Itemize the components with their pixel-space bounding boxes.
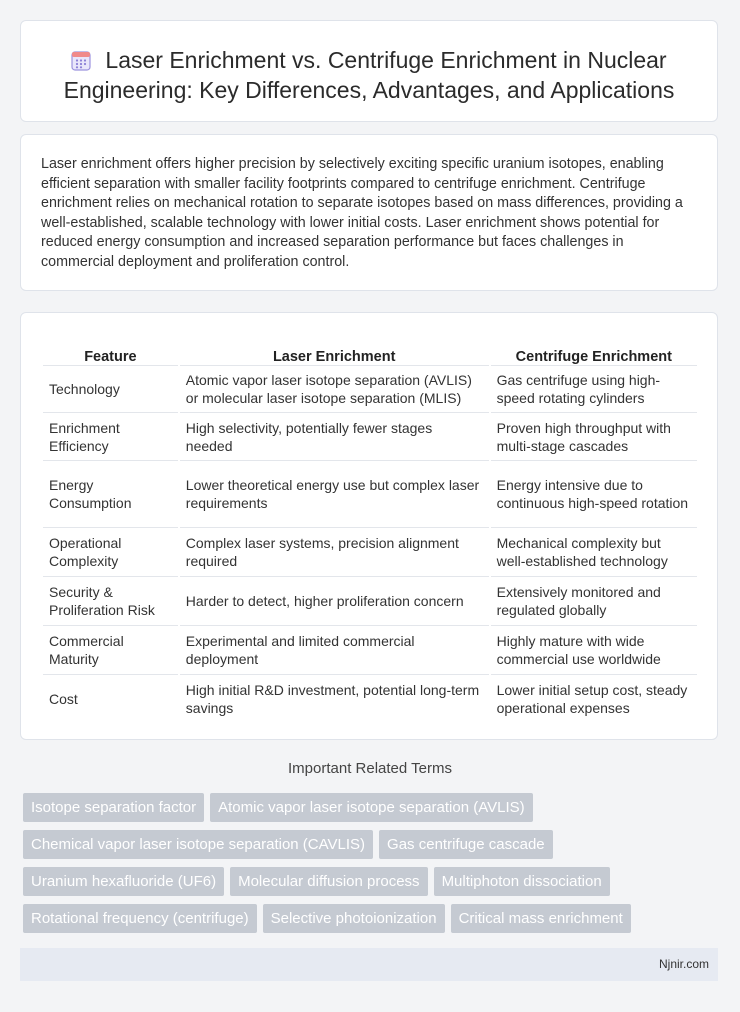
related-terms-title: Important Related Terms bbox=[288, 760, 452, 777]
cell-feature: Enrichment Efficiency bbox=[43, 412, 178, 460]
cell-centrifuge: Mechanical complexity but well-established technology bbox=[491, 527, 697, 576]
related-term-tag[interactable]: Critical mass enrichment bbox=[451, 904, 631, 933]
cell-laser: High initial R&D investment, potential long-term savings bbox=[180, 674, 489, 723]
cell-laser: Experimental and limited commercial deployment bbox=[180, 625, 489, 674]
page-title-text: Laser Enrichment vs. Centrifuge Enrichment in Nuclear Engineering: Key Differences, Advantages, and Applications bbox=[63, 47, 675, 103]
cell-centrifuge: Energy intensive due to continuous high-speed rotation bbox=[491, 460, 697, 527]
cell-feature: Security & Proliferation Risk bbox=[43, 576, 178, 625]
cell-laser: High selectivity, potentially fewer stages needed bbox=[180, 412, 489, 460]
page-title bbox=[51, 45, 687, 105]
summary-text: Laser enrichment offers higher precision by selectively exciting specific uranium isotopes, enabling efficient separation with smaller facility footprints compared to centrifuge enrichment. Centrifuge enrichment relies on mechanical rotation to separate isotopes based on mass differences, providing a well-established, scalable technology with lower initial costs. Laser enrichment shows potential for reduced energy consumption and increased separation performance but faces challenges in commercial deployment and proliferation control. bbox=[41, 156, 683, 270]
table-header-row bbox=[43, 333, 697, 365]
cell-centrifuge: Lower initial setup cost, steady operational expenses bbox=[491, 674, 697, 723]
cell-feature: Technology bbox=[43, 365, 178, 412]
table-row bbox=[43, 674, 697, 723]
related-terms-list bbox=[23, 793, 713, 933]
footer bbox=[20, 948, 718, 981]
related-term-tag[interactable]: Atomic vapor laser isotope separation (AVLIS) bbox=[210, 793, 533, 822]
calendar-icon bbox=[71, 49, 91, 71]
related-term-tag[interactable]: Molecular diffusion process bbox=[230, 867, 427, 896]
summary-card bbox=[20, 134, 718, 291]
cell-laser: Complex laser systems, precision alignment required bbox=[180, 527, 489, 576]
cell-centrifuge: Gas centrifuge using high-speed rotating cylinders bbox=[491, 365, 697, 412]
related-term-tag[interactable]: Isotope separation factor bbox=[23, 793, 204, 822]
header-laser: Laser Enrichment bbox=[272, 349, 396, 365]
related-term-tag[interactable]: Chemical vapor laser isotope separation (CAVLIS) bbox=[23, 830, 373, 859]
table-row bbox=[43, 412, 697, 460]
related-term-tag[interactable]: Multiphoton dissociation bbox=[434, 867, 610, 896]
cell-centrifuge: Proven high throughput with multi-stage cascades bbox=[491, 412, 697, 460]
cell-laser: Harder to detect, higher proliferation concern bbox=[180, 576, 489, 625]
related-term-tag[interactable]: Uranium hexafluoride (UF6) bbox=[23, 867, 224, 896]
cell-feature: Commercial Maturity bbox=[43, 625, 178, 674]
cell-laser: Lower theoretical energy use but complex laser requirements bbox=[180, 460, 489, 527]
cell-feature: Operational Complexity bbox=[43, 527, 178, 576]
title-card bbox=[20, 20, 718, 122]
footer-site-link[interactable]: Njnir.com bbox=[658, 957, 709, 971]
related-term-tag[interactable]: Rotational frequency (centrifuge) bbox=[23, 904, 257, 933]
table-row bbox=[43, 460, 697, 527]
cell-laser: Atomic vapor laser isotope separation (AVLIS) or molecular laser isotope separation (MLIS) bbox=[180, 365, 489, 412]
related-term-tag[interactable]: Selective photoionization bbox=[263, 904, 445, 933]
cell-feature: Energy Consumption bbox=[43, 460, 178, 527]
cell-centrifuge: Highly mature with wide commercial use worldwide bbox=[491, 625, 697, 674]
header-centrifuge: Centrifuge Enrichment bbox=[515, 349, 672, 365]
related-term-tag[interactable]: Gas centrifuge cascade bbox=[379, 830, 553, 859]
cell-centrifuge: Extensively monitored and regulated globally bbox=[491, 576, 697, 625]
comparison-table bbox=[41, 333, 699, 723]
table-row bbox=[43, 576, 697, 625]
comparison-table-card bbox=[20, 312, 718, 740]
table-row bbox=[43, 527, 697, 576]
table-row bbox=[43, 365, 697, 412]
header-feature: Feature bbox=[84, 349, 137, 365]
table-row bbox=[43, 625, 697, 674]
cell-feature: Cost bbox=[43, 674, 178, 723]
